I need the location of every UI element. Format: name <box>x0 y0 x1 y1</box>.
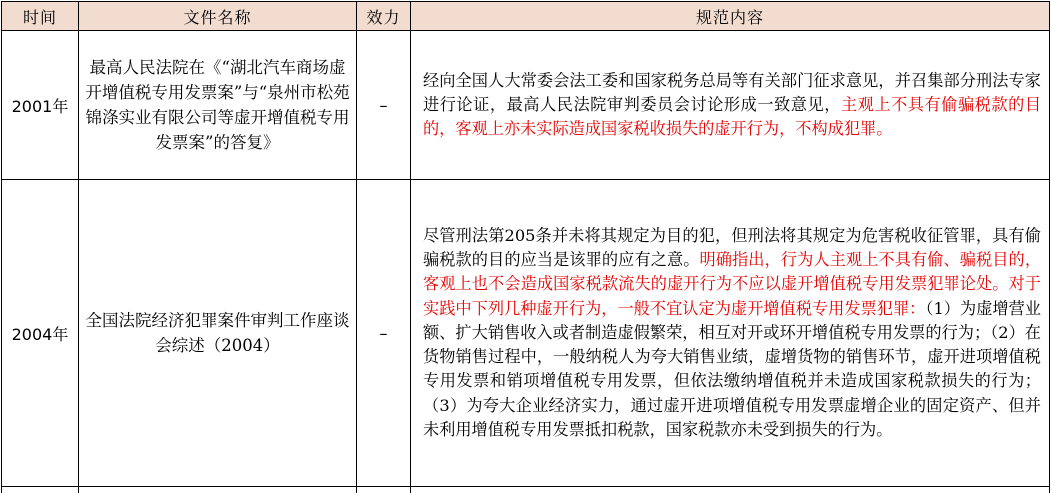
row-effect <box>357 487 411 493</box>
content-highlighted-text: 明确指出，行为人主观上不具有偷、骗税目的，客观上也不会造成国家税款流失的虚开行为不应以虚开增值税专用发票犯罪论处。对于实践中下列几种虚开行为，一般不宜认定为虚开增值税专用发票犯罪： <box>423 250 1041 317</box>
content-highlighted-text: 主观上不具有偷骗税款的目的，客观上亦未实际造成国家税收损失的虚开行为，不构成犯罪。 <box>423 95 1041 138</box>
content-plain-text: 尽管刑法第205条并未将其规定为目的犯，但刑法将其规定为危害税收征管罪，具有偷骗税款的目的应当是该罪的应有之意。 <box>423 226 1041 269</box>
row-time: 2001年 <box>2 31 79 180</box>
header-effect: 效力 <box>357 2 411 31</box>
row-time <box>2 487 79 493</box>
table-row-partial <box>2 487 1050 493</box>
row-document: 全国法院经济犯罪案件审判工作座谈会综述（2004） <box>79 180 357 487</box>
row-document: 最高人民法院在《“湖北汽车商场虚开增值税专用发票案”与“泉州市松苑锦涤实业有限公司等虚开增值税专用发票案”的答复》 <box>79 31 357 180</box>
row-document <box>79 487 357 493</box>
table-row <box>2 31 1050 180</box>
row-time: 2004年 <box>2 180 79 487</box>
header-document: 文件名称 <box>79 2 357 31</box>
table-row <box>2 180 1050 487</box>
content-plain-text: 经向全国人大常委会法工委和国家税务总局等有关部门征求意见，并召集部分刑法专家进行论证，最高人民法院审判委员会讨论形成一致意见， <box>423 71 1041 114</box>
row-effect: – <box>357 180 411 487</box>
row-content <box>411 31 1050 180</box>
regulation-table <box>1 1 1050 493</box>
row-effect: – <box>357 31 411 180</box>
header-time: 时间 <box>2 2 79 31</box>
header-content: 规范内容 <box>411 2 1050 31</box>
content-plain-text: （1）为虚增营业额、扩大销售收入或者制造虚假繁荣，相互对开或环开增值税专用发票的行为；（2）在货物销售过程中，一般纳税人为夸大销售业绩，虚增货物的销售环节，虚开进项增值税专用发票和销项增值税专用发票，但依法缴纳增值税并未造成国家税款损失的行为；（3）为夸大企业经济实力，通过虚开进项增值税专用发票虚增企业的固定资产、但并未利用增值税专用发票抵扣税款，国家税款亦未受到损失的行为。 <box>423 299 1041 439</box>
table-header-row <box>2 2 1050 31</box>
row-content <box>411 487 1050 493</box>
row-content <box>411 180 1050 487</box>
